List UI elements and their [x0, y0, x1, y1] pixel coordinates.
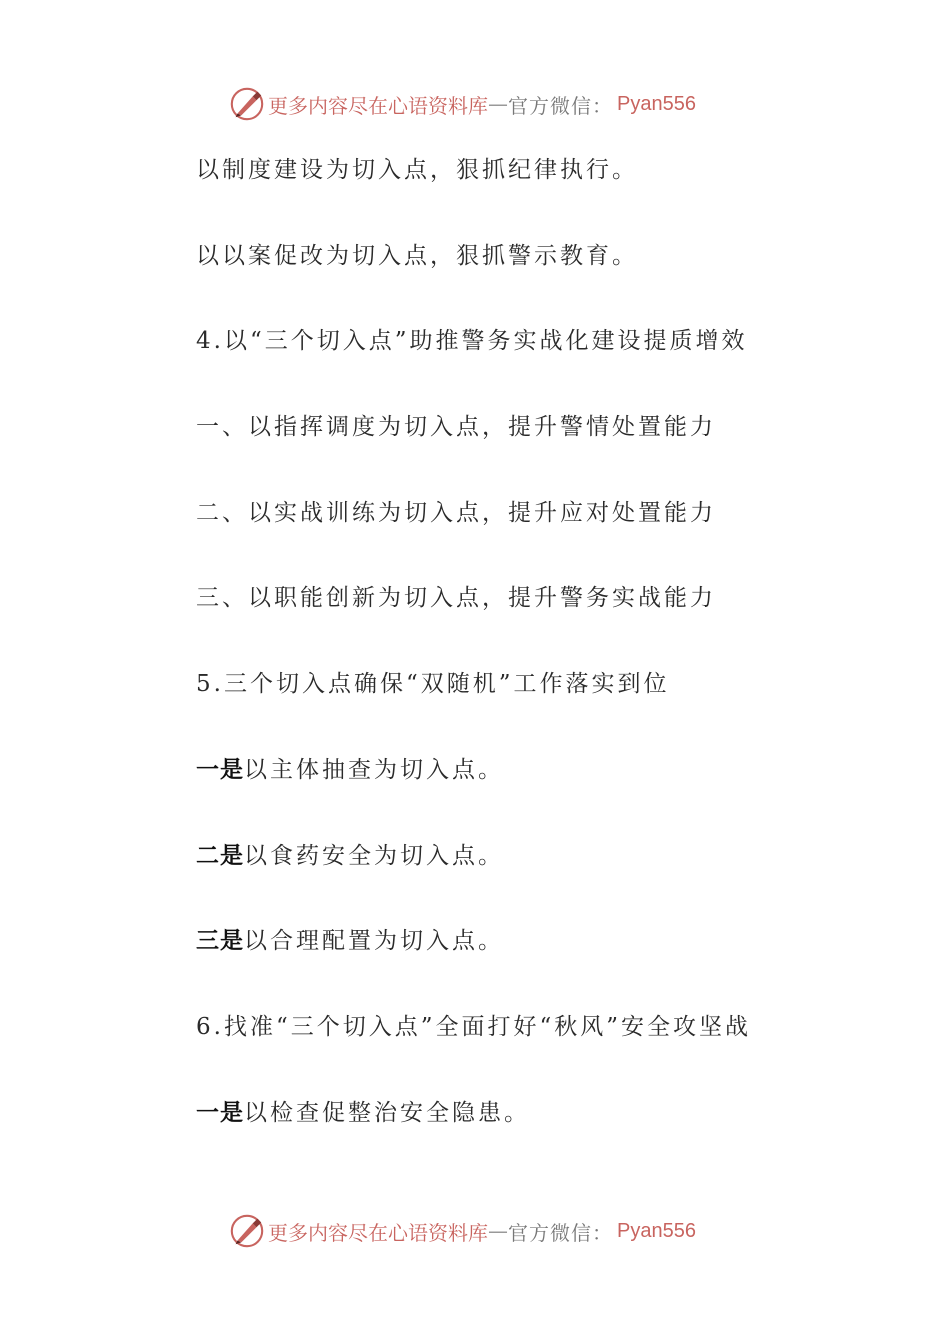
footer-banner [228, 1211, 696, 1251]
brand-dash: — [488, 92, 508, 116]
paragraph-lead: 一是 [196, 756, 244, 783]
header-banner [228, 84, 696, 124]
paragraph [196, 493, 716, 533]
paragraph-text: 一、以指挥调度为切入点，提升警情处置能力 [196, 414, 716, 440]
pen-nib-logo-icon [228, 85, 266, 123]
paragraph [196, 921, 504, 961]
brand-dash: — [488, 1219, 508, 1243]
paragraph [196, 1093, 530, 1133]
paragraph [196, 150, 638, 190]
pen-nib-logo-icon [228, 1212, 266, 1250]
section-heading [196, 664, 669, 704]
paragraph-text: 二、以实战训练为切入点，提升应对处置能力 [196, 500, 716, 526]
official-wechat-label: 官方微信： [508, 93, 613, 118]
section-heading [196, 1007, 751, 1047]
wechat-id: Pyan556 [617, 1219, 696, 1242]
paragraph-lead: 一是 [196, 1099, 244, 1126]
paragraph-lead: 三是 [196, 927, 244, 954]
paragraph-text: 以以案促改为切入点，狠抓警示教育。 [196, 243, 638, 269]
paragraph [196, 836, 504, 876]
paragraph-text: 4.以“三个切入点”助推警务实战化建设提质增效 [196, 328, 748, 354]
paragraph-lead: 二是 [196, 842, 244, 869]
wechat-id: Pyan556 [617, 92, 696, 115]
official-wechat-label: 官方微信： [508, 1220, 613, 1245]
section-heading [196, 321, 747, 361]
paragraph [196, 236, 638, 276]
paragraph-text: 以食药安全为切入点。 [244, 843, 504, 869]
paragraph-text: 以制度建设为切入点，狠抓纪律执行。 [196, 157, 638, 183]
paragraph-text: 6.找准“三个切入点”全面打好“秋风”安全攻坚战 [196, 1014, 751, 1040]
paragraph-text: 以检查促整治安全隐患。 [244, 1100, 530, 1126]
paragraph [196, 578, 716, 618]
paragraph [196, 750, 504, 790]
paragraph-text: 以合理配置为切入点。 [244, 928, 504, 954]
paragraph-text: 5.三个切入点确保“双随机”工作落实到位 [196, 671, 670, 697]
brand-text: 更多内容尽在心语资料库 [268, 1220, 488, 1245]
paragraph-text: 三、以职能创新为切入点，提升警务实战能力 [196, 585, 716, 611]
brand-text: 更多内容尽在心语资料库 [268, 93, 488, 118]
paragraph-text: 以主体抽查为切入点。 [244, 757, 504, 783]
paragraph [196, 407, 716, 447]
